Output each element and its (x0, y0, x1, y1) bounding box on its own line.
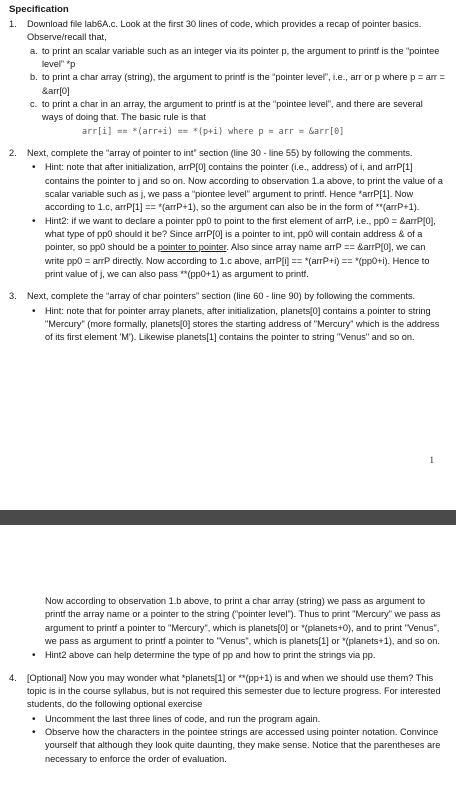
sub-item-text: to print an scalar variable such as an integer via its pointer p, the argument to printf is the “pointee level” *p (42, 45, 440, 69)
item-text: [Optional] Now you may wonder what *planets[1] or **(pp+1) is and when we should use them? This topic is in the course syllabus, but is not required this semester due to lecture progress. For interested students, do the following optional exercise (27, 672, 441, 710)
spec-item-2 (9, 147, 446, 281)
item-text: Download file lab6A.c. Look at the first 30 lines of code, which provides a recap of pointer basics. Observe/recall that, (27, 18, 422, 43)
item-number: 2. (9, 148, 17, 158)
hint-item (27, 305, 446, 345)
item-number: 3. (9, 291, 17, 302)
hint-item (27, 649, 446, 662)
exercise-item (27, 726, 446, 766)
equivalence-rule (42, 125, 446, 138)
hint-text: Hint: note that after initialization, arrP[0] contains the pointer (i.e., address) of i, and arrP[1] contains the pointer to j and so on. Now according to observation 1.a above, to print the value of a scalar variable such as j, we pass a “piontee level” argument to printf. Hence *arrP[1]. Now according to 1.c, arrP[1] == *(arrP+1), so the argument can also be in the form of **(arrP+1). (45, 162, 443, 213)
sub-item-text: to print a char in an array, the argument to printf is at the “pointee level”, and there are several ways of doing that. The basic rule is that (42, 98, 423, 123)
sub-item-a (27, 45, 446, 72)
spec-list (9, 672, 446, 766)
spec-list (9, 18, 446, 345)
exercise-text: Observe how the characters in the pointee strings are accessed using pointer notation. Convince yourself that although they look quite daunting, they make sense. Notice that the parentheses are necessary to enforce the order of evaluation. (45, 727, 441, 764)
sub-list (27, 45, 446, 138)
hint-list (27, 649, 446, 662)
item-number: 1. (9, 18, 17, 29)
exercise-list (27, 713, 446, 766)
hint-item (27, 161, 446, 214)
page-separator (0, 510, 456, 525)
exercise-item (27, 713, 446, 726)
hint-list (27, 161, 446, 281)
underlined-term: pointer to pointer (157, 242, 227, 253)
spec-item-4 (9, 672, 446, 766)
sub-item-c (27, 98, 446, 138)
hint-text: . Also since array name arrP == &arrP[0], we can write pp0 = arrP directly. Now according to 1.c above, arrP[i] == *(arrP+i) == *(pp0+i). Hence to print value of j, we can also pass **(pp0+1) as argument to printf. (45, 242, 430, 280)
sub-letter: a. (30, 45, 38, 56)
hint-text: Hint2 above can help determine the type of pp and how to print the strings via pp. (45, 650, 376, 661)
item-number: 4. (9, 672, 17, 683)
item-text: Next, complete the “array of pointer to int” section (line 30 - line 55) by following the comments. (27, 148, 413, 158)
hint-text: Hint2: if we want to declare a pointer pp0 to point to the first element of arrP, i.e., pp0 = &arrP[0], what type of pp0 should it be? Since arrP[0] is a pointer to int, pp0 will contain address & of a pointer, so pp0 should be a (45, 215, 436, 253)
section-heading: Specification (9, 4, 69, 15)
sub-item-b (27, 71, 446, 98)
sub-letter: c. (30, 98, 38, 109)
spec-item-1 (9, 18, 446, 138)
hint-item (27, 215, 446, 282)
sub-letter: b. (30, 72, 38, 83)
spec-item-3 (9, 290, 446, 344)
rule-code: arr[i] == *(arr+i) == *(p+i) where p = arr = &arr[0] (82, 125, 345, 136)
continued-paragraph: Now according to observation 1.b above, to print a char array (string) we pass as argument to printf the array name or a pointer to the string (“pointer level”). Thus to print "Mercury" we pass as argument to printf a pointer to "Mercury", which is planets[0] or *(planets+0), and to print "Venus", we pass as argument to printf a pointer to "Venus", which is planets[1] or *(planets+1), and so on. (45, 596, 441, 647)
item-text: Next, complete the “array of char pointers” section (line 60 - line 90) by following the comments. (27, 291, 416, 302)
exercise-text: Uncomment the last three lines of code, and run the program again. (45, 713, 321, 724)
hint-text: Hint: note that for pointer array planets, after initialization, planets[0] contains a pointer to string "Mercury" (more formally, planets[0] stores the starting address of "Mercury" which is the address of its first element 'M'). Likewise planets[1] contains the pointer to string "Venus" and so on. (45, 305, 440, 343)
hint-list (27, 305, 446, 345)
page-two (0, 525, 456, 792)
sub-item-text: to print a char array (string), the argument to printf is the “pointer level”, i.e., arr or p where p = arr = &arr[0] (42, 72, 445, 96)
page-number: 1 (429, 455, 434, 465)
